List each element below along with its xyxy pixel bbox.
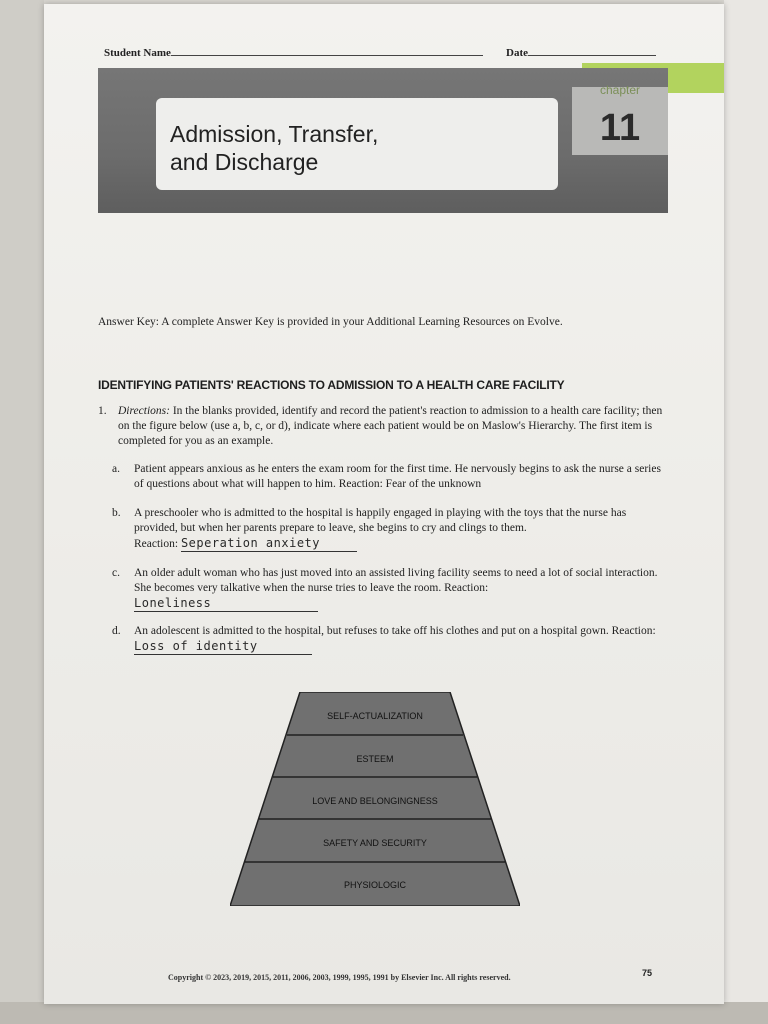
workbook-page (44, 4, 724, 1004)
pyramid-level-physiologic: PHYSIOLOGIC (343, 880, 407, 890)
student-name-label: Student Name (104, 47, 171, 59)
reaction-label: Reaction: (611, 625, 656, 637)
chapter-title (170, 120, 550, 176)
item-text: Patient appears anxious as he enters the exam room for the first time. He nervously begins to ask the nurse a series of questions about what will happen to him. Reaction: Fear of the unknown (134, 463, 661, 490)
title-box (156, 98, 558, 190)
pyramid-level-love-belonging: LOVE AND BELONGINGNESS (312, 796, 438, 806)
reaction-answer[interactable]: Loss of identity (134, 639, 312, 655)
reaction-answer[interactable]: Loneliness (134, 596, 318, 612)
chapter-number: 11 (599, 107, 641, 149)
item-body (134, 566, 664, 612)
question-number: 1. (98, 405, 107, 417)
student-name-field (104, 47, 483, 59)
directions-label: Directions: (118, 405, 170, 417)
chapter-title-line2: and Discharge (170, 149, 319, 175)
item-body (134, 624, 664, 655)
answer-key-note: Answer Key: A complete Answer Key is provided in your Additional Learning Resources on Evolve. (98, 316, 563, 328)
copyright-footer: Copyright © 2023, 2019, 2015, 2011, 2006, 2003, 1999, 1995, 1991 by Elsevier Inc. All rights reserved. (168, 973, 511, 982)
pyramid-level-safety: SAFETY AND SECURITY (323, 838, 427, 848)
desk-background-left (0, 0, 44, 1024)
pyramid-level-self-actualization: SELF-ACTUALIZATION (327, 711, 423, 721)
chapter-label: chapter (599, 83, 641, 97)
item-text: An adolescent is admitted to the hospital, but refuses to take off his clothes and put on a hospital gown. (134, 625, 609, 637)
chapter-title-line1: Admission, Transfer, (170, 121, 379, 147)
desk-background-right (724, 0, 768, 1024)
desk-background-bottom (0, 1002, 768, 1024)
reaction-label: Reaction: (134, 538, 179, 550)
date-blank (528, 54, 656, 56)
item-letter: d. (112, 625, 121, 637)
student-name-blank (171, 54, 483, 56)
date-field (506, 47, 656, 59)
chapter-number-box (572, 83, 668, 155)
item-letter: b. (112, 507, 121, 519)
item-letter: a. (112, 463, 120, 475)
question-directions (118, 404, 668, 449)
pyramid-level-esteem: ESTEEM (356, 754, 394, 764)
directions-text: In the blanks provided, identify and record the patient's reaction to admission to a health care facility; then on the figure below (use a, b, c, or d), indicate where each patient would be on Maslow's Hierarchy. The first item is completed for you as an example. (118, 405, 663, 447)
item-text: A preschooler who is admitted to the hospital is happily engaged in playing with the toys that the nurse has provided, but when her parents prepare to leave, she begins to cry and clings to them. (134, 507, 627, 534)
item-body (134, 506, 664, 552)
maslow-pyramid (230, 692, 520, 906)
date-label: Date (506, 47, 528, 59)
item-letter: c. (112, 567, 120, 579)
section-heading: IDENTIFYING PATIENTS' REACTIONS TO ADMISSION TO A HEALTH CARE FACILITY (98, 378, 565, 392)
reaction-answer[interactable]: Seperation anxiety (181, 536, 357, 552)
page-number: 75 (642, 968, 653, 978)
item-text: An older adult woman who has just moved into an assisted living facility seems to need a lot of social interaction. She becomes very talkative when the nurse tries to leave the room. Reaction: (134, 567, 658, 594)
